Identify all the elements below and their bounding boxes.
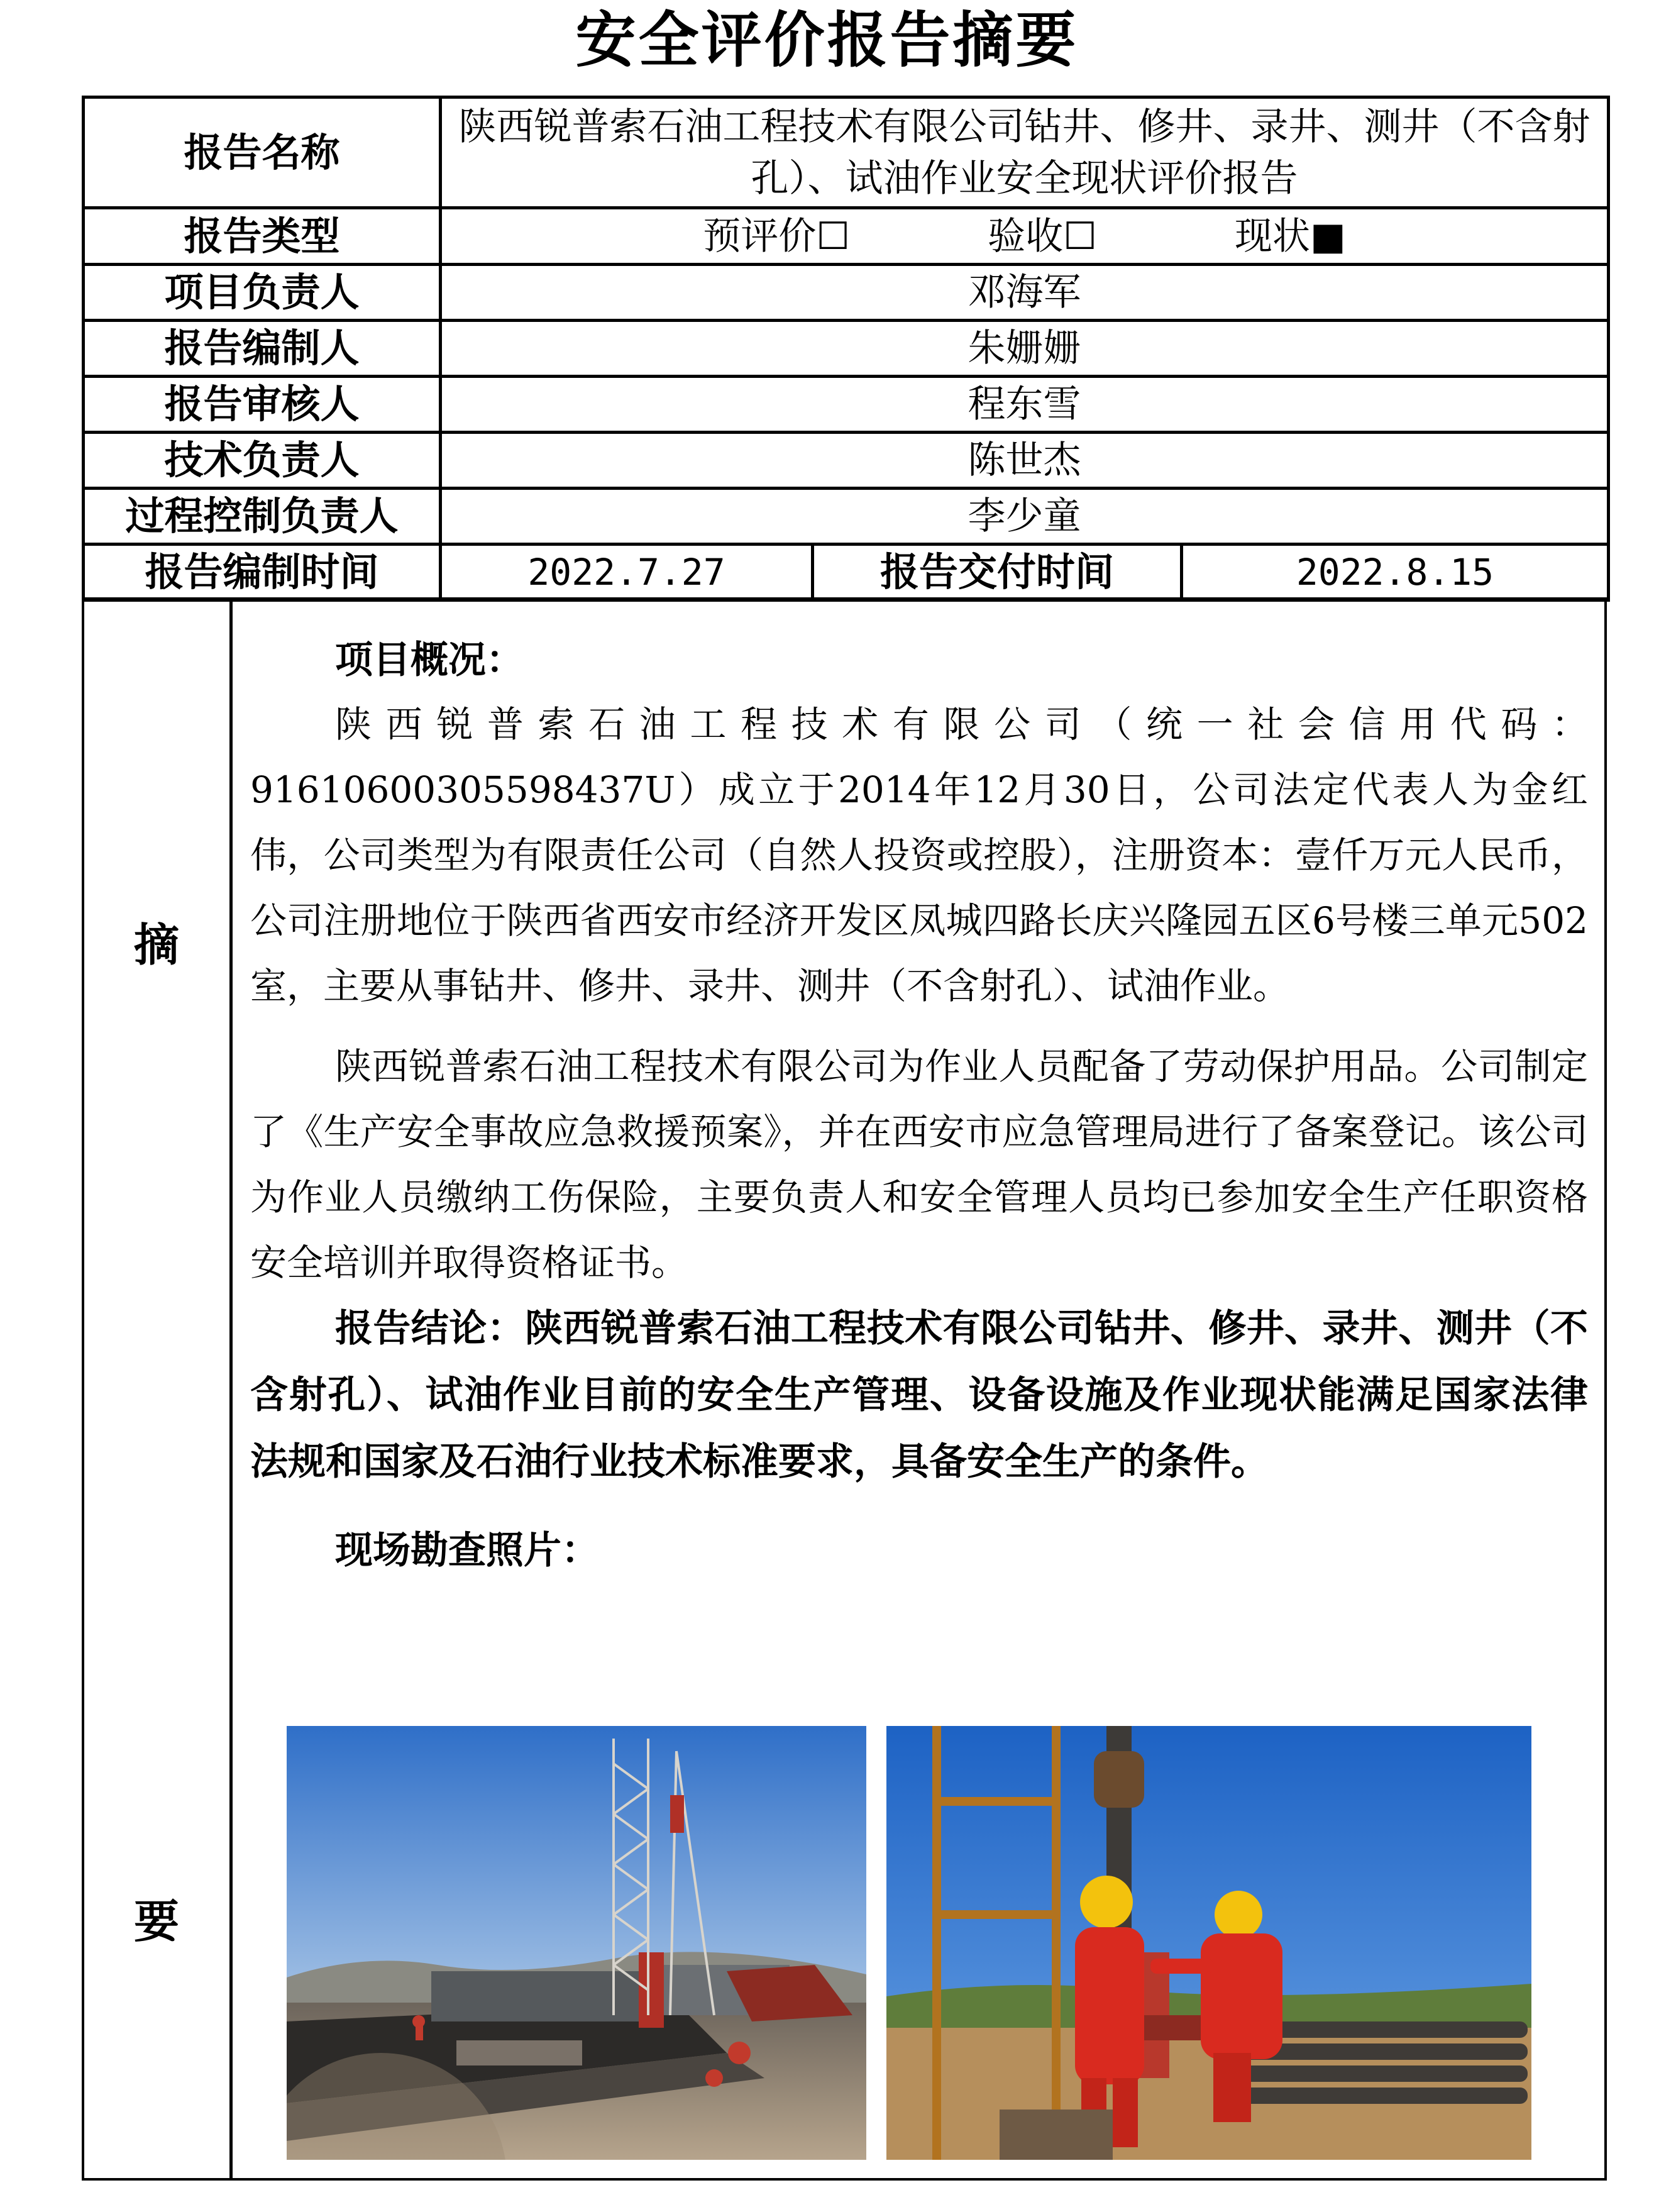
overview-heading: 项目概况： [335, 638, 524, 682]
process-control-label: 过程控制负责人 [84, 489, 441, 545]
report-author-value: 朱姗姗 [441, 321, 1609, 377]
deliver-date-label: 报告交付时间 [813, 545, 1182, 600]
abstract-content [250, 629, 1588, 1582]
project-manager-value: 邓海军 [441, 265, 1609, 321]
report-name-label: 报告名称 [84, 97, 441, 208]
site-photo-workers-wellhead [886, 1726, 1531, 2160]
process-control-value: 李少童 [441, 489, 1609, 545]
deliver-date-value: 2022.8.15 [1182, 545, 1609, 600]
report-type-options [441, 208, 1609, 265]
project-manager-label: 项目负责人 [84, 265, 441, 321]
report-info-table [82, 96, 1610, 602]
row-report-reviewer [84, 377, 1609, 433]
abstract-side-char-bottom: 要 [133, 1895, 179, 1948]
report-reviewer-value: 程东雪 [441, 377, 1609, 433]
row-project-manager [84, 265, 1609, 321]
page-title: 安全评价报告摘要 [575, 5, 1079, 75]
type-option-current-status: 现状■ [1235, 214, 1346, 258]
site-photo-drilling-rig [287, 1726, 866, 2160]
report-type-label: 报告类型 [84, 208, 441, 265]
compile-date-label: 报告编制时间 [84, 545, 441, 600]
row-report-type [84, 208, 1609, 265]
compile-date-value: 2022.7.27 [441, 545, 813, 600]
overview-paragraph-1: 陕西锐普索石油工程技术有限公司（统一社会信用代码：91610600305598437U）成立于2014年12月30日，公司法定代表人为金红伟，公司类型为有限责任公司（自然人投资或控股），注册资本：壹仟万元人民币，公司注册地位于陕西省西安市经济开发区凤城四路长庆兴隆园五区6号楼三单元502室，主要从事钻井、修井、录井、测井（不含射孔）、试油作业。 [250, 703, 1588, 1007]
technical-lead-value: 陈世杰 [441, 433, 1609, 489]
site-photos-heading: 现场勘查照片： [335, 1529, 599, 1573]
report-conclusion: 报告结论：陕西锐普索石油工程技术有限公司钻井、修井、录井、测井（不含射孔）、试油作业目前的安全生产管理、设备设施及作业现状能满足国家法律法规和国家及石油行业技术标准要求，具备安全生产的条件。 [250, 1307, 1588, 1484]
row-dates [84, 545, 1609, 600]
type-option-acceptance: 验收☐ [988, 214, 1097, 258]
report-reviewer-label: 报告审核人 [84, 377, 441, 433]
overview-paragraph-2: 陕西锐普索石油工程技术有限公司为作业人员配备了劳动保护用品。公司制定了《生产安全事故应急救援预案》，并在西安市应急管理局进行了备案登记。该公司为作业人员缴纳工伤保险，主要负责人和安全管理人员均已参加安全生产任职资格安全培训并取得资格证书。 [250, 1045, 1588, 1284]
abstract-side-char-top: 摘 [133, 919, 179, 971]
row-report-author [84, 321, 1609, 377]
row-process-control [84, 489, 1609, 545]
row-technical-lead [84, 433, 1609, 489]
type-option-pre-evaluation: 预评价☐ [703, 214, 851, 258]
report-name-value: 陕西锐普索石油工程技术有限公司钻井、修井、录井、测井（不含射孔）、试油作业安全现状评价报告 [441, 97, 1609, 208]
report-author-label: 报告编制人 [84, 321, 441, 377]
row-report-name [84, 97, 1609, 208]
technical-lead-label: 技术负责人 [84, 433, 441, 489]
